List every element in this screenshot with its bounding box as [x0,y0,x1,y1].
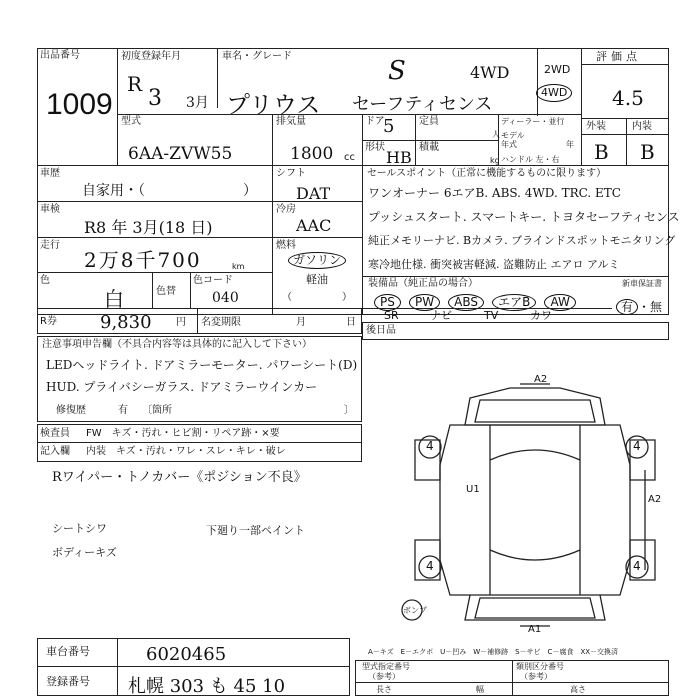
registration-month: 3月 [186,95,209,111]
tire-mark-fl: 4 [426,439,434,453]
shape-label: 形状 [365,142,385,153]
warranty-choice: 有 ・無 [616,298,662,315]
capacity-unit: 人 [492,130,500,139]
warranty-label: 新車保証書 [622,279,662,288]
designation-sub: （参考） [368,672,400,681]
diagram-a2-top: A2 [534,374,548,385]
registration-no-value: 札幌 303 も 45 10 [128,676,286,697]
equip-navi: ナビ [430,309,452,322]
history-value: 自家用・（ ） [82,183,257,199]
dim-width: 幅 [476,685,484,694]
remarks-line-1: Rワイパー・トノカバー《ポジション不良》 [52,470,307,485]
inspection-value: R8 年 3月(18 日) [84,218,213,237]
doors-label: ドア [365,116,385,127]
sales-line-4: 寒冷地仕様. 衝突被害軽減. 盗難防止 エアロ アルミ [368,258,620,271]
doors-value: 5 [383,116,395,137]
shift-label: シフト [276,168,306,179]
model-label: 型式 [121,116,141,127]
remarks-line-3: ボディーキズ [52,546,117,559]
designation-label: 型式指定番号 [362,662,410,671]
drive-4wd-circled: 4WD [536,84,572,102]
exterior-value: B [594,140,609,164]
registration-label: 初度登録年月 [121,51,181,62]
equip-aw: AW [544,294,575,311]
repair-place: 〔箇所 [142,405,172,416]
recycle-label: R券 [40,316,57,327]
score-label: 評価点 [596,50,641,63]
handle-label: ハンドル 左・右 [501,155,560,164]
sales-line-3: 純正メモリーナビ. Bカメラ. ブラインドスポットモニタリング [368,234,676,247]
capacity-label: 定員 [419,116,439,127]
load-label: 積載 [419,142,439,153]
interior-label: 内装 [632,121,652,132]
category-sub: （参考） [520,672,552,681]
car-drive: 4WD [470,63,510,82]
tire-mark-rr: 4 [633,559,641,573]
registration-year: 3 [148,86,162,111]
diagram-a1: A1 [528,624,542,635]
inspection-label: 車検 [40,204,60,215]
history-label: 車歴 [40,168,60,179]
equip-pw: PW [409,294,440,311]
equip-airbag: エアB [492,294,536,311]
color-label: 色 [40,275,50,286]
dealer-label: ディーラー・並行 [501,117,565,126]
recycle-value: 9,830 [100,312,152,333]
diagram-u1: U1 [466,484,480,495]
car-grade-letter: S [388,56,406,86]
car-label: 車名・グレード [222,51,292,62]
diagram-legend: A－キズ E－エクボ U－凹み W－補修跡 S－サビ C－腐食 XX－交換済 [368,648,619,656]
name-change-month: 月 [296,317,306,328]
notes-line-1: LEDヘッドライト. ドアミラーモーター. パワーシート(D) [46,358,358,372]
diagram-a2-side: A2 [648,494,662,505]
model-year-unit: 年 [566,140,574,149]
remarks-line-4: 下廻り一部ペイント [206,524,305,537]
displacement-unit: cc [344,152,355,163]
model-year-label: モデル年式 [501,131,525,149]
color-code-label: 色コード [193,275,233,286]
interior-value: B [640,140,655,164]
entry-label: 記入欄 [40,446,70,457]
name-change-day: 日 [346,317,356,328]
sales-line-2: プッシュスタート. スマートキー. トヨタセーフティセンス [368,210,680,224]
displacement-label: 排気量 [276,116,306,127]
equip-ps: PS [374,294,401,311]
lot-label: 出品番号 [40,50,80,61]
sales-line-1: ワンオーナー 6エアB. ABS. 4WD. TRC. ETC [368,186,621,200]
score-value: 4.5 [612,86,644,110]
lot-number: 1009 [46,88,113,121]
shift-value: DAT [296,184,331,203]
repair-label: 修復歴 [56,405,86,416]
mileage-label: 走行 [40,240,60,251]
notes-line-2: HUD. プライバシーガラス. ドアミラーウインカー [46,380,318,394]
chassis-label: 車台番号 [46,645,90,658]
load-unit: kg [490,156,500,165]
name-change-label: 名変期限 [201,317,241,328]
remarks-line-2: シートシワ [52,522,107,535]
recycle-unit: 円 [176,317,186,328]
dim-height: 高さ [570,685,586,694]
color-change-label: 色替 [156,286,176,297]
shape-value: HB [386,148,412,167]
color-value: 白 [104,287,124,311]
car-grade: セーフティセンス [352,94,493,115]
model-value: 6AA-ZVW55 [128,144,233,164]
inspector-label: 検査員 [40,428,70,439]
color-code-value: 040 [212,290,239,306]
fuel-label: 燃料 [276,240,296,251]
category-label: 類別区分番号 [516,662,564,671]
repair-yes: 有 [118,405,128,416]
fuel-gasoline-circled: ガソリン [288,252,346,269]
tire-mark-rl: 4 [426,559,434,573]
tire-mark-fr: 4 [633,439,641,453]
aircon-value: AAC [296,216,332,235]
aircon-label: 冷房 [276,204,296,215]
drive-2wd: 2WD [544,63,571,76]
chassis-value: 6020465 [146,644,227,665]
mileage-unit: km [232,262,245,271]
equip-tv: TV [484,309,499,322]
displacement-value: 1800 [290,144,334,164]
diagram-note-label: ボンプ [403,606,427,615]
repair-close: 〕 [344,405,354,416]
rear-label: 後日品 [366,325,396,336]
registration-no-label: 登録番号 [46,675,90,688]
inspector-items: FW キズ・汚れ・ヒビ割・リペア跡・×要 [86,428,280,439]
equip-abs: ABS [448,294,484,311]
equip-leather: カワ [530,309,552,322]
car-name: プリウス [226,91,321,119]
fuel-paren: （ ） [282,292,352,303]
dim-length: 長さ [376,685,392,694]
sales-label: セールスポイント（正常に機能するものに限ります） [367,168,607,179]
fuel-diesel: 軽油 [306,273,328,286]
equip-sr: SR [384,309,399,322]
warranty-yes: 有 [616,299,638,315]
equipment-label: 装備品（純正品の場合） [368,278,478,289]
mileage-value: 2万8千700 [84,248,202,272]
warranty-no: 無 [650,300,663,314]
car-damage-diagram [390,370,680,650]
exterior-label: 外装 [586,121,606,132]
entry-items: 内装 キズ・汚れ・ワレ・スレ・キレ・破レ [86,446,286,457]
registration-era: R [127,72,143,96]
notes-label: 注意事項申告欄（不具合内容等は具体的に記入して下さい） [42,339,312,350]
